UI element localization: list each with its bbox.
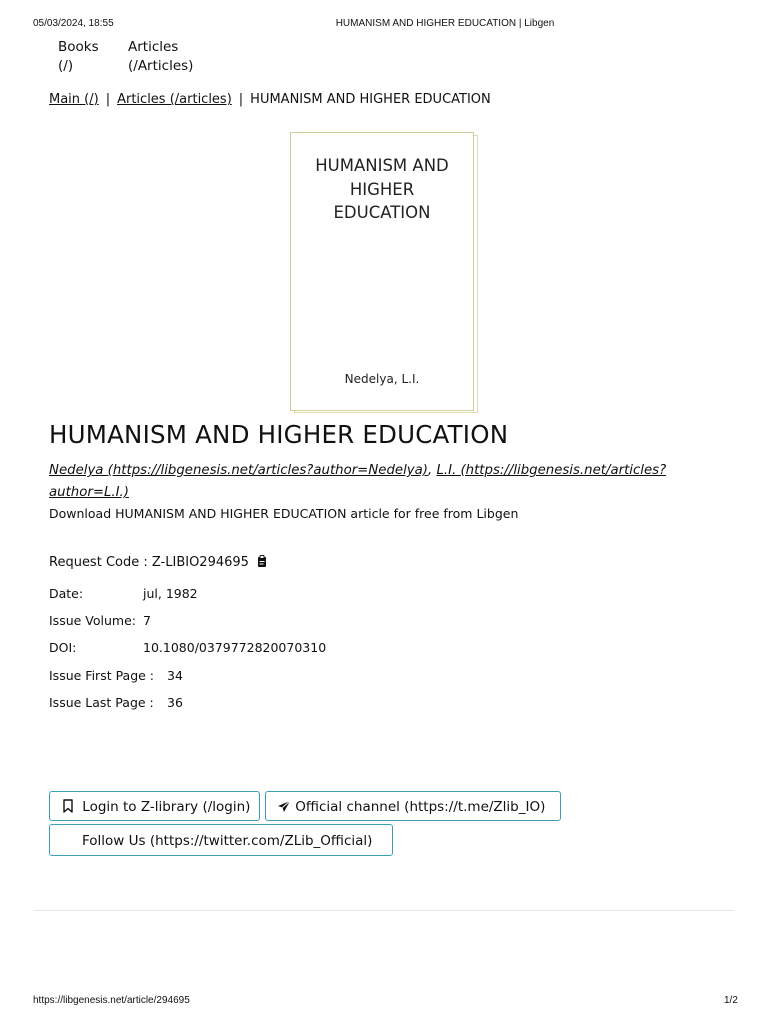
bookmark-icon — [62, 794, 74, 824]
detail-date-value: jul, 1982 — [143, 586, 198, 601]
nav-books-link[interactable] — [58, 38, 99, 76]
breadcrumb-separator: | — [105, 92, 111, 107]
detail-last-page — [49, 695, 183, 710]
breadcrumb-separator: | — [238, 92, 244, 107]
detail-last-page-value: 36 — [167, 695, 183, 710]
clipboard-icon[interactable] — [256, 555, 268, 572]
breadcrumb-main-link[interactable]: Main (/) — [49, 92, 99, 107]
article-description: Download HUMANISM AND HIGHER EDUCATION article for free from Libgen — [49, 506, 519, 521]
author-separator: , — [427, 463, 433, 478]
request-code — [49, 555, 268, 572]
official-channel-button[interactable] — [265, 791, 561, 821]
detail-date — [49, 586, 198, 601]
detail-first-page — [49, 668, 183, 683]
authors — [49, 460, 729, 504]
detail-date-label: Date: — [49, 586, 84, 601]
official-channel-label: Official channel (https://t.me/Zlib_IO) — [295, 799, 546, 815]
request-code-value: Z-LIBIO294695 — [151, 555, 249, 570]
nav-articles-href: (/Articles) — [128, 58, 194, 74]
detail-volume — [49, 613, 151, 628]
footer-divider — [34, 910, 734, 911]
nav-articles-label: Articles — [128, 39, 179, 55]
breadcrumb-current: HUMANISM AND HIGHER EDUCATION — [250, 92, 491, 107]
cover-title: HUMANISM AND HIGHER EDUCATION — [315, 156, 449, 222]
detail-doi — [49, 640, 326, 655]
detail-volume-label: Issue Volume: — [49, 613, 136, 628]
login-button[interactable] — [49, 791, 260, 821]
article-title: HUMANISM AND HIGHER EDUCATION — [49, 420, 509, 449]
detail-volume-value: 7 — [143, 613, 151, 628]
cover-author: Nedelya, L.I. — [344, 372, 420, 386]
detail-doi-value: 10.1080/0379772820070310 — [143, 640, 327, 655]
print-header — [0, 18, 768, 32]
nav-books-label: Books — [58, 39, 99, 55]
breadcrumb-articles-link[interactable]: Articles (/articles) — [117, 92, 232, 107]
cover-image — [290, 132, 478, 414]
print-page-title: HUMANISM AND HIGHER EDUCATION | Libgen — [335, 18, 555, 29]
request-code-label: Request Code : — [49, 555, 152, 570]
author-link-nedelya[interactable]: Nedelya (https://libgenesis.net/articles?author=Nedelya) — [49, 463, 428, 478]
print-footer-url: https://libgenesis.net/article/294695 — [33, 995, 190, 1006]
login-button-label: Login to Z-library (/login) — [82, 799, 251, 815]
detail-doi-label: DOI: — [49, 640, 77, 655]
print-timestamp: 05/03/2024, 18:55 — [33, 18, 114, 29]
detail-last-page-label: Issue Last Page : — [49, 695, 154, 710]
paper-plane-icon — [277, 794, 291, 824]
detail-first-page-value: 34 — [167, 668, 183, 683]
cover-card — [290, 132, 474, 411]
author-link-li[interactable]: L.I. (https://libgenesis.net/articles?author=L.I.) — [49, 463, 667, 500]
nav-books-href: (/) — [58, 58, 74, 74]
nav-articles-link[interactable] — [128, 38, 193, 76]
follow-us-button[interactable] — [49, 824, 393, 856]
print-page-number: 1/2 — [724, 995, 738, 1006]
follow-us-label: Follow Us (https://twitter.com/ZLib_Official) — [82, 833, 373, 849]
detail-first-page-label: Issue First Page : — [49, 668, 155, 683]
breadcrumb — [49, 92, 491, 107]
